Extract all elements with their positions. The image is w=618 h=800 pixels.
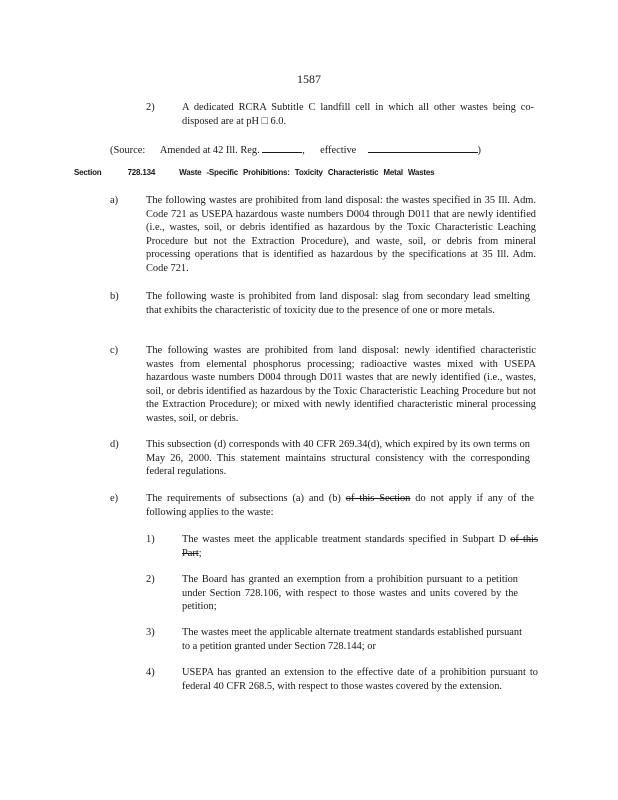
item-e1-body: The wastes meet the applicable treatment standards specified in Subpart D (182, 534, 507, 545)
item-e2-label: 2) (146, 574, 155, 585)
struck-of-this-part: of this Part (182, 534, 538, 559)
item-e1-text (182, 533, 538, 560)
struck-of-this-section: of this Section (345, 493, 411, 504)
subsection-d-label: d) (110, 439, 119, 450)
item-2-label: 2) (146, 102, 155, 113)
source-amended: Amended at 42 Ill. Reg. (159, 145, 260, 156)
item-e4-text: USEPA has granted an extension to the effective date of a prohibition pursuant to federal 40 CFR 268.5, with respect to those wastes covered by the extension. (182, 667, 538, 692)
source-comma: , (302, 145, 305, 156)
page-number: 1587 (297, 72, 321, 86)
subsection-a-label: a) (110, 195, 119, 206)
subsection-e-label: e) (110, 493, 119, 504)
subsection-a-text: The following wastes are prohibited from land disposal: the wastes specified in 35 Ill. Adm. Code 721 as USEPA hazardous waste numbers D004 through D011 that are newly identified (i.e., wastes, soil, or debris identified as hazardous by the Toxic Characteristic Leaching Procedure but not the Extraction Procedure), and waste, soil, or debris from mineral processing operations that is identified as hazardous by the specifications at 35 Ill. Adm. Code 721. (146, 195, 536, 274)
subsection-e-text-after: do not apply if any of the following applies to the waste: (146, 493, 534, 518)
subsection-d-text: This subsection (d) corresponds with 40 CFR 269.34(d), which expired by its own terms on May 26, 2000. This statement maintains structural consistency with the corresponding federal regulations. (146, 439, 530, 478)
subsection-e-text (146, 492, 534, 519)
item-2-text: A dedicated RCRA Subtitle C landfill cell in which all other wastes being co-disposed are at pH □ 6.0. (182, 102, 534, 127)
source-open: (Source: (110, 145, 146, 156)
source-effective: effective (320, 145, 357, 156)
item-e4-label: 4) (146, 667, 155, 678)
section-heading (74, 168, 544, 177)
subsection-c-text: The following wastes are prohibited from land disposal: newly identified characteristic wastes from elemental phosphorus processing; radioactive wastes mixed with USEPA hazardous waste numbers D004 through D011 wastes that are newly identified (i.e., wastes, soil, or debris identified as hazardous by the Toxic Characteristic Leaching Procedure but not the Extraction Procedure); or mixed with newly identified characteristic mineral processing wastes, soil, or debris. (146, 345, 536, 424)
subsection-e-text-before: The requirements of subsections (a) and (b) (146, 493, 341, 504)
item-e3-text: The wastes meet the applicable alternate treatment standards established pursuant to a petition granted under Section 728.144; or (182, 627, 522, 652)
section-title: Waste -Specific Prohibitions: Toxicity Characteristic Metal Wastes (179, 168, 435, 177)
subsection-b-text: The following waste is prohibited from land disposal: slag from secondary lead smelting that exhibits the characteristic of toxicity due to the presence of one or more metals. (146, 291, 530, 316)
source-close: ) (477, 145, 481, 156)
item-e1-tail: ; (198, 547, 202, 559)
section-word: Section (74, 168, 102, 177)
source-note (110, 142, 481, 158)
section-number: 728.134 (127, 168, 156, 177)
item-e2-text: The Board has granted an exemption from a prohibition pursuant to a petition under Section 728.106, with respect to those wastes and units covered by the petition; (182, 574, 518, 613)
reg-blank (262, 142, 302, 153)
subsection-c-label: c) (110, 345, 119, 356)
item-e3-label: 3) (146, 627, 155, 638)
item-e1-label: 1) (146, 534, 155, 545)
effective-blank (368, 142, 478, 153)
subsection-b-label: b) (110, 291, 119, 302)
